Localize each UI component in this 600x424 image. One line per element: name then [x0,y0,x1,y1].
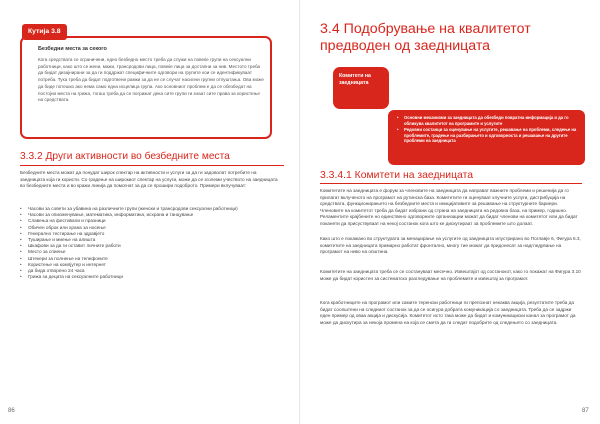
box-tab-label: Кутија 3.8 [22,24,67,40]
paragraph: Кога кработниците на програмот или самите теренски работници ги препознат некаква акција, резултатите треба да бидат соопштени на следниот состанок за да се осигура добрата комуникација со заедницата. Треба да се задржи еден пример од оваа акција и дискусија. Комитетот исто така може да бидат и комуникациски канал за програмот да може да дискутира за некоја промена на која се смета да ги следат подобрите од следењето со заедницата. [320,300,576,325]
page-heading-3-4: 3.4 Подобрување на квалитетот предводен од заедницата [320,21,531,54]
box-body: Кога средствата се ограничени, едно безбедно место треба да служи на повеќе групи на сексуални работници, како што се жени, мажи, трансродови лица, повеќе лица за достапни за нив. Местото треба да бидат дизајнирани за да ги поддржат специфичните одговори на групите кои се идентификуваат потреба. Тука треба да бидат подготвени рамки за да не се случат насилни групни отпуштања. Ова може да биде потешко ако нема само една исцелица група. Ако основниот проблем е да се обезбедат на постојни места на грижа, тогаш треба да се погрижат дека сите групи ги знаат сите права за користење на средствата. [38,57,264,103]
list-item: • Генерално тестирање на здравјето [20,231,282,237]
callout-label: Комитети на заедницата [333,67,389,109]
list-item: • Славења на фестивали и празници [20,218,282,224]
activities-list [20,206,282,280]
list-item: • Шкафови за да ги оставит личните работи [20,243,282,249]
list-item: • Штекери за полнење на телефоните [20,256,282,262]
list-item: • Користење на компјутер и интернет [20,262,282,268]
callout-list [396,115,580,145]
list-item: • да бида отворено 24 часа [20,268,282,274]
callout-item: • Основни механизми за заедницата да обезбеди повратна информација и да го обликува квалитетот на програмите и услугите [396,115,580,126]
box-title: Безбедни места за секого [38,46,107,52]
list-item: • Обичен оброк или храна за носење [20,225,282,231]
list-item: • Часови за совети за убавина на различните групи (женски и трансродови сексуални работници) [20,206,282,212]
paragraph: Комитетите на заедницата е форум за членовите на заедницата да направат важните проблеми и решенија да го прилагат вклученото на програмот на рутинска база. Комитетите ги оценуваат клучните услуги, дистрибуција на средствата, функционирањето на безбедните места и иницијативите за решавање на структурните бариери. Членовите на комитетот треба да бидат избрани од страна на заедницата на редовна база, на пример, годишно. Реламентите крајбените но единствено одговорните организации можат да бидат членови на комитетот или да бидат поканети да присуствуваат на некој состанок кога што ке дискутираат за проблемите што долаат. [320,188,578,226]
paragraph: Како што е покажано во структурата за менаџирање на услугите од заедницата илустрирано во Поглавје 6, Фигура 6.3, комитетите на заедницата примарно работат фронтално, многу тие можат да придонесат за надгледување на програмот на ниво на општина. [320,236,581,254]
page-divider [299,0,300,424]
list-item: • Туширање и миење на алишта [20,237,282,243]
page-number-right: 87 [582,408,589,414]
list-item: • Грижа за децата на сексуалните работници [20,274,282,280]
heading-underline [320,183,582,184]
page-number-left: 86 [8,408,15,414]
list-item: • Часови за описменување, математика, информатика, исхрана и танцување [20,212,282,218]
paragraph: Комитетите на заедницата треба се се состануваат месечно. Извештајот од состанокот, како го покажат на Фигура 3.10 може да бидат користен за систематско разгледување на проблемите и извештај за програмот. [320,269,581,281]
heading-underline [20,165,284,166]
callout-item: • Редовни состанци за оценување на услугите, решавање на проблеми, следење на проблемите, градење на разбирањето и одговорноста и решавање на другите проблеми на заедницата [396,127,580,144]
list-item: • Место за спиење [20,249,282,255]
section-intro: Безбедните места можат да понудат широк спектар на активности и услуги за да ги задоволат потребите на заедницата која ги користи. Со градење на широкиот спектар на услуги, може да се зголеми учеството на заедницата во безбедните места и во кражи линија да помогнат за да се прошири подоброто. Примери вклучуваат: [20,170,278,189]
section-heading-3-4-1: 3.3.4.1 Комитети на заедницата [320,170,473,181]
section-heading-3-3-2: 3.3.2 Други активности во безбедните места [20,151,230,162]
